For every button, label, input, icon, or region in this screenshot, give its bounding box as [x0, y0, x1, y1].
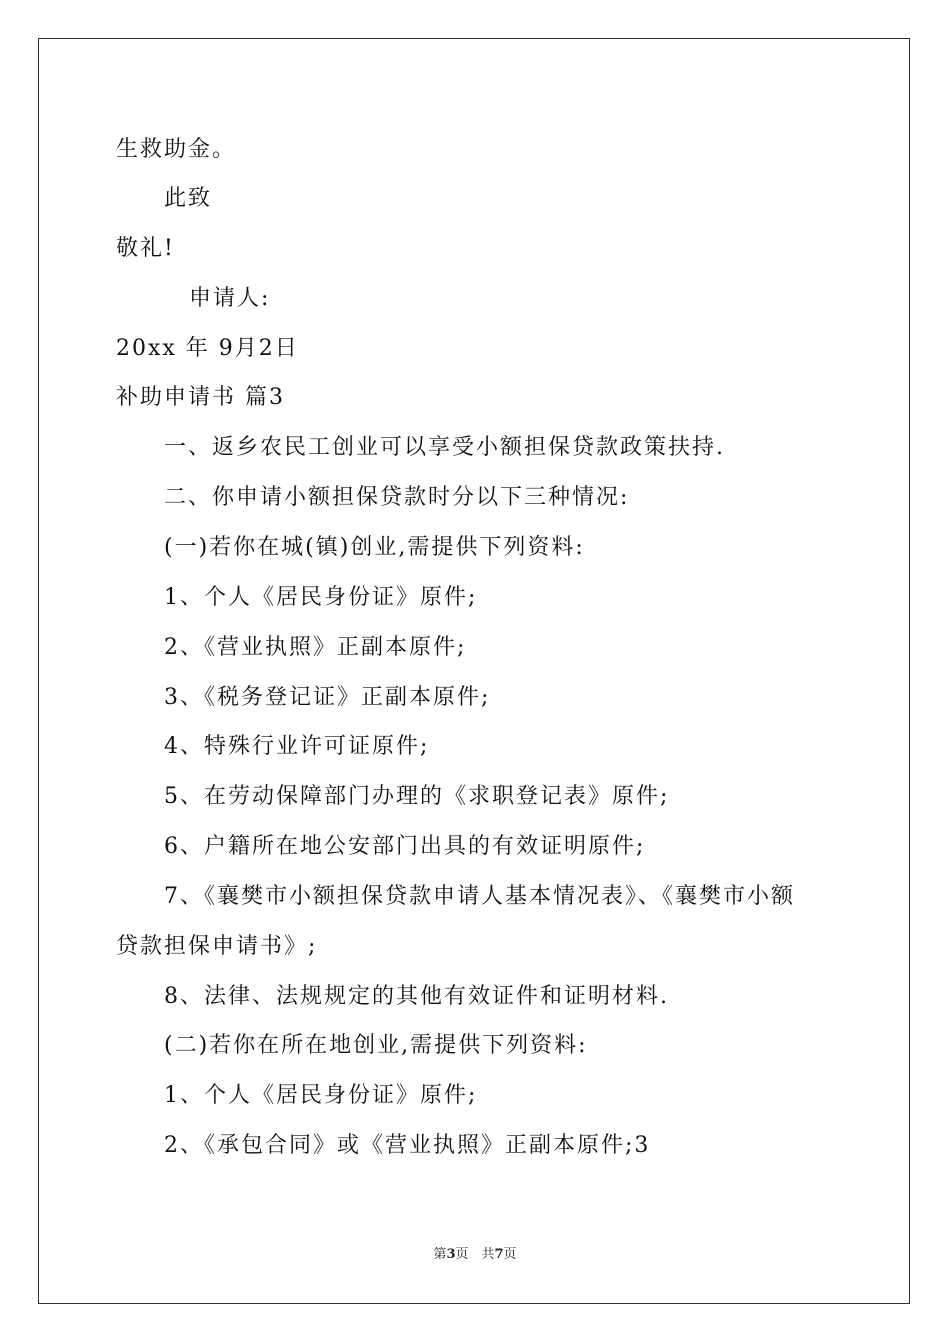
list-item: 7、《襄樊市小额担保贷款申请人基本情况表》、《襄樊市小额 — [164, 884, 795, 909]
signature-label: 申请人: — [189, 286, 271, 311]
text-line: (二)若你在所在地创业,需提供下列资料: — [164, 1033, 588, 1058]
page-footer — [0, 1246, 950, 1264]
section-heading: 补助申请书 篇3 — [116, 385, 285, 410]
footer-prefix: 第 — [433, 1247, 447, 1262]
text-line: 生救助金。 — [116, 137, 237, 162]
list-item: 8、法律、法规规定的其他有效证件和证明材料. — [164, 984, 669, 1009]
list-item: 6、户籍所在地公安部门出具的有效证明原件; — [164, 834, 646, 859]
list-item: 4、特殊行业许可证原件; — [164, 734, 430, 759]
list-item: 2、《承包合同》或《营业执照》正副本原件;3 — [164, 1133, 651, 1158]
footer-suffix: 页 — [503, 1247, 517, 1262]
footer-mid: 页 共 — [455, 1247, 495, 1262]
date-line: 20xx 年 9月2日 — [116, 336, 299, 361]
list-item: 1、个人《居民身份证》原件; — [164, 585, 478, 610]
text-line: 此致 — [164, 186, 213, 211]
footer-current-page: 3 — [446, 1247, 456, 1262]
list-item: 3、《税务登记证》正副本原件; — [164, 685, 491, 710]
text-line: 二、你申请小额担保贷款时分以下三种情况: — [164, 485, 630, 510]
list-item: 5、在劳动保障部门办理的《求职登记表》原件; — [164, 784, 670, 809]
list-item: 2、《营业执照》正副本原件; — [164, 635, 467, 660]
text-line: 一、返乡农民工创业可以享受小额担保贷款政策扶持. — [164, 435, 725, 460]
text-line: (一)若你在城(镇)创业,需提供下列资料: — [164, 535, 585, 560]
footer-total-pages: 7 — [494, 1247, 504, 1262]
page-frame — [38, 38, 910, 1304]
text-line: 敬礼! — [116, 236, 175, 261]
list-item: 1、个人《居民身份证》原件; — [164, 1083, 478, 1108]
list-item-continuation: 贷款担保申请书》; — [116, 934, 318, 959]
